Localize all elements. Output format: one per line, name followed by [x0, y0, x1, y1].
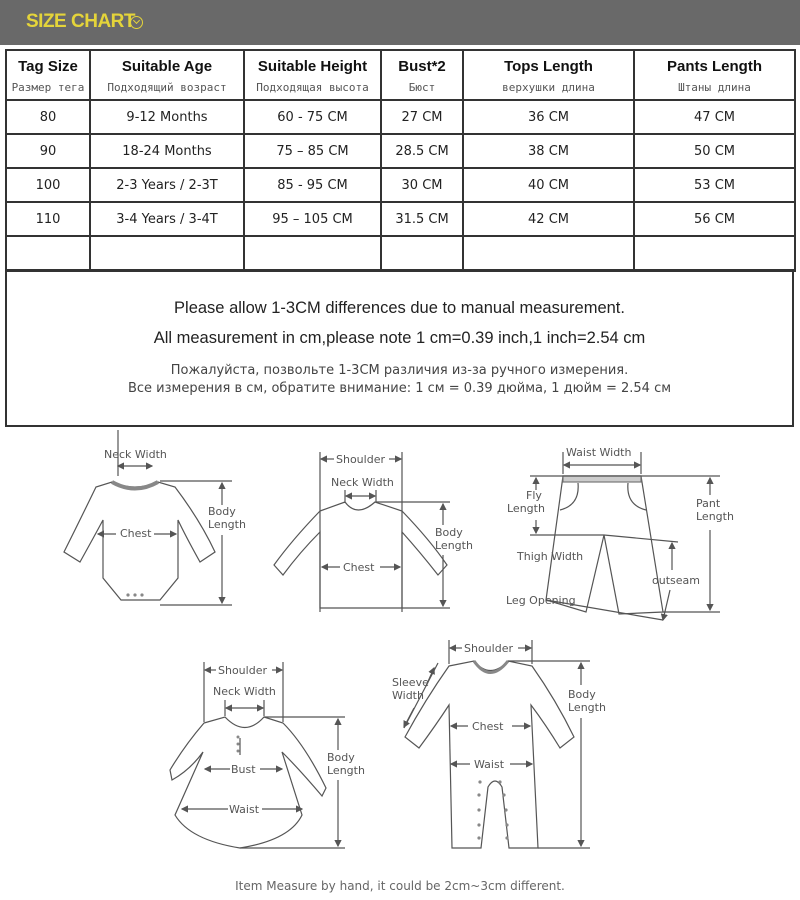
- cell-tops-length: 42 CM: [463, 202, 634, 236]
- label-length: Length: [435, 539, 473, 552]
- label-outseam: outseam: [652, 574, 700, 587]
- label-sleeve-width: Width: [392, 689, 424, 702]
- label-shoulder: Shoulder: [336, 453, 385, 466]
- cell-height: 95 – 105 CM: [244, 202, 381, 236]
- label-chest: Chest: [343, 561, 375, 574]
- header-en: Bust*2: [398, 58, 446, 75]
- cell-tops-length: 40 CM: [463, 168, 634, 202]
- header-ru: Подходящий возраст: [107, 81, 227, 94]
- label-shoulder: Shoulder: [218, 664, 267, 677]
- size-table: [5, 49, 796, 272]
- label-thigh-width: Thigh Width: [517, 550, 584, 563]
- cell-empty: [463, 236, 634, 271]
- label-waist-width: Waist Width: [566, 446, 632, 459]
- cell-tag-size: 80: [6, 100, 90, 134]
- header-en: Pants Length: [666, 58, 762, 75]
- label-neck-width: Neck Width: [331, 476, 394, 489]
- table-row: [6, 202, 795, 236]
- label-body: Body: [208, 505, 236, 518]
- label-shoulder: Shoulder: [464, 642, 513, 655]
- header-ru: верхушки длина: [502, 81, 595, 94]
- measurement-diagrams: [0, 430, 800, 870]
- label-fly: Fly: [526, 489, 542, 502]
- table-row-empty: [6, 236, 795, 271]
- header-ru: Подходящая высота: [256, 81, 369, 94]
- table-header-row: [6, 50, 795, 100]
- cell-tag-size: 110: [6, 202, 90, 236]
- cell-bust: 30 CM: [381, 168, 463, 202]
- cell-height: 85 - 95 CM: [244, 168, 381, 202]
- footer-note: Item Measure by hand, it could be 2cm~3cm different.: [235, 879, 565, 893]
- table-row: [6, 100, 795, 134]
- label-neck-width: Neck Width: [213, 685, 276, 698]
- label-sleeve: Sleeve: [392, 676, 429, 689]
- label-body: Body: [327, 751, 355, 764]
- cell-bust: 31.5 CM: [381, 202, 463, 236]
- header-en: Suitable Height: [257, 58, 368, 75]
- column-header-tag-size: [6, 50, 90, 100]
- cell-height: 75 – 85 CM: [244, 134, 381, 168]
- cell-pants-length: 50 CM: [634, 134, 795, 168]
- label-neck-width: Neck Width: [104, 448, 167, 461]
- label-pant-length: Length: [696, 510, 734, 523]
- romper-diagram: [404, 640, 590, 848]
- header-en: Suitable Age: [121, 58, 213, 75]
- label-waist: Waist: [229, 803, 260, 816]
- label-bust: Bust: [231, 763, 256, 776]
- column-header-bust: [381, 50, 463, 100]
- label-body: Body: [435, 526, 463, 539]
- cell-pants-length: 47 CM: [634, 100, 795, 134]
- cell-age: 18-24 Months: [90, 134, 244, 168]
- label-chest: Chest: [120, 527, 152, 540]
- cell-age: 2-3 Years / 2-3T: [90, 168, 244, 202]
- label-pant: Pant: [696, 497, 721, 510]
- note-ru-line-1: Пожалуйста, позвольте 1-3CM различия из-за ручного измерения.: [170, 363, 629, 378]
- cell-bust: 27 CM: [381, 100, 463, 134]
- cell-age: 3-4 Years / 3-4T: [90, 202, 244, 236]
- cell-pants-length: 56 CM: [634, 202, 795, 236]
- size-chart-title: SIZE CHART: [26, 11, 135, 32]
- label-length: Length: [568, 701, 606, 714]
- chevron-down-circle-icon: [130, 16, 143, 29]
- cell-empty: [6, 236, 90, 271]
- column-header-suitable-age: [90, 50, 244, 100]
- label-chest: Chest: [472, 720, 504, 733]
- column-header-tops-length: [463, 50, 634, 100]
- cell-empty: [244, 236, 381, 271]
- label-length: Length: [327, 764, 365, 777]
- header-en: Tops Length: [504, 58, 593, 75]
- label-fly-length: Length: [507, 502, 545, 515]
- cell-height: 60 - 75 CM: [244, 100, 381, 134]
- label-waist: Waist: [474, 758, 505, 771]
- measurement-notes: [5, 269, 794, 427]
- column-header-pants-length: [634, 50, 795, 100]
- label-length: Length: [208, 518, 246, 531]
- cell-empty: [381, 236, 463, 271]
- cell-empty: [90, 236, 244, 271]
- note-ru-line-2: Все измерения в см, обратите внимание: 1 см = 0.39 дюйма, 1 дюйм = 2.54 см: [127, 381, 672, 396]
- size-chart-header: [0, 0, 800, 45]
- table-row: [6, 134, 795, 168]
- column-header-suitable-height: [244, 50, 381, 100]
- cell-tops-length: 38 CM: [463, 134, 634, 168]
- table-row: [6, 168, 795, 202]
- cell-age: 9-12 Months: [90, 100, 244, 134]
- label-body: Body: [568, 688, 596, 701]
- header-ru: Штаны длина: [678, 81, 751, 94]
- cell-tag-size: 90: [6, 134, 90, 168]
- cell-pants-length: 53 CM: [634, 168, 795, 202]
- cell-bust: 28.5 CM: [381, 134, 463, 168]
- cell-empty: [634, 236, 795, 271]
- note-en-line-1: Please allow 1-3CM differences due to manual measurement.: [174, 299, 625, 317]
- note-en-line-2: All measurement in cm,please note 1 cm=0.39 inch,1 inch=2.54 cm: [153, 329, 646, 347]
- header-ru: Размер тега: [11, 81, 85, 94]
- header-en: Tag Size: [18, 58, 78, 75]
- cell-tag-size: 100: [6, 168, 90, 202]
- label-leg-opening: Leg Opening: [506, 594, 576, 607]
- cell-tops-length: 36 CM: [463, 100, 634, 134]
- header-ru: Бюст: [408, 81, 436, 94]
